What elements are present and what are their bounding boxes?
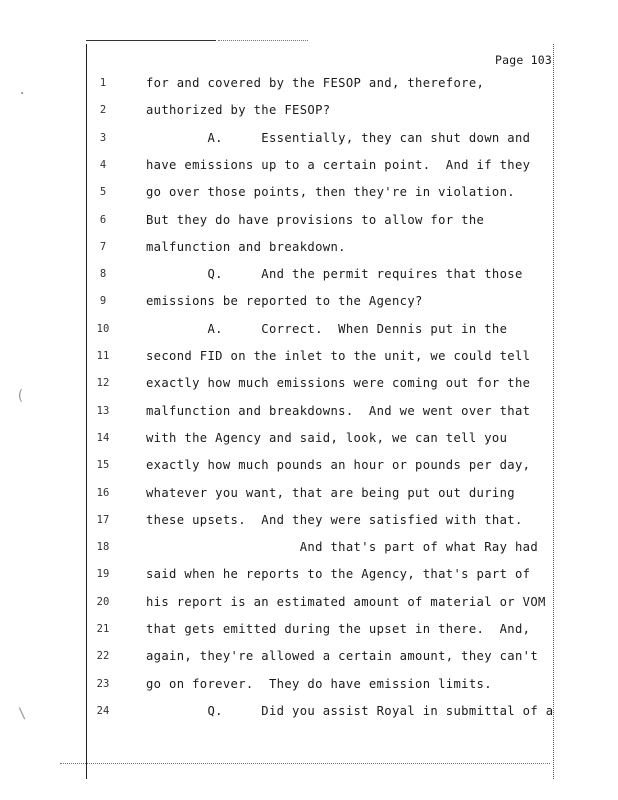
line-number: 5 (99, 186, 107, 198)
bottom-rule (60, 763, 550, 764)
transcript-line: emissions be reported to the Agency? (146, 294, 423, 308)
line-number: 4 (99, 159, 107, 171)
transcript-line: have emissions up to a certain point. And if they (146, 158, 531, 172)
transcript-line: his report is an estimated amount of material or VOM (146, 595, 546, 609)
line-number: 21 (96, 623, 110, 635)
transcript-line: A. Correct. When Dennis put in the (146, 322, 508, 336)
line-number: 24 (96, 705, 110, 717)
transcript-line: And that's part of what Ray had (146, 540, 539, 554)
transcript-line: that gets emitted during the upset in there. And, (146, 622, 531, 636)
line-number: 10 (96, 323, 110, 335)
line-number: 15 (96, 459, 110, 471)
line-number: 18 (96, 541, 110, 553)
line-number: 19 (96, 568, 110, 580)
line-number: 7 (99, 241, 107, 253)
transcript-line: But they do have provisions to allow for the (146, 213, 485, 227)
top-rule (86, 40, 216, 41)
line-number: 13 (96, 405, 110, 417)
page-number: Page 103 (495, 53, 552, 67)
line-number: 16 (96, 487, 110, 499)
transcript-line: these upsets. And they were satisfied with that. (146, 513, 523, 527)
line-number: 20 (96, 596, 110, 608)
transcript-line: exactly how much pounds an hour or pounds per day, (146, 458, 531, 472)
line-number: 17 (96, 514, 110, 526)
line-number: 12 (96, 377, 110, 389)
transcript-line: go on forever. They do have emission limits. (146, 677, 492, 691)
transcript-line: authorized by the FESOP? (146, 103, 331, 117)
line-number: 8 (99, 268, 107, 280)
transcript-line: go over those points, then they're in violation. (146, 185, 515, 199)
scan-mark: · (18, 86, 27, 102)
transcript-line: Q. And the permit requires that those (146, 267, 523, 281)
line-number: 11 (96, 350, 110, 362)
left-margin-line (86, 44, 87, 779)
transcript-line: second FID on the inlet to the unit, we could tell (146, 349, 531, 363)
transcript-line: A. Essentially, they can shut down and (146, 131, 531, 145)
transcript-line: again, they're allowed a certain amount, they can't (146, 649, 539, 663)
transcript-line: Q. Did you assist Royal in submittal of a (146, 704, 554, 718)
transcript-line: malfunction and breakdown. (146, 240, 346, 254)
transcript-line: for and covered by the FESOP and, therefore, (146, 76, 485, 90)
right-margin-line (553, 44, 554, 779)
scan-mark: \ (18, 706, 27, 722)
line-number: 2 (99, 104, 107, 116)
line-number: 3 (99, 132, 107, 144)
transcript-line: with the Agency and said, look, we can tell you (146, 431, 508, 445)
line-number: 9 (99, 295, 107, 307)
top-rule-dotted (218, 40, 308, 41)
transcript-line: malfunction and breakdowns. And we went over that (146, 404, 531, 418)
transcript-line: exactly how much emissions were coming out for the (146, 376, 531, 390)
scan-mark: ( (16, 388, 25, 404)
transcript-line: said when he reports to the Agency, that's part of (146, 567, 531, 581)
line-number: 23 (96, 678, 110, 690)
line-number: 6 (99, 214, 107, 226)
line-number: 1 (99, 77, 107, 89)
transcript-line: whatever you want, that are being put out during (146, 486, 515, 500)
line-number: 22 (96, 650, 110, 662)
line-number: 14 (96, 432, 110, 444)
